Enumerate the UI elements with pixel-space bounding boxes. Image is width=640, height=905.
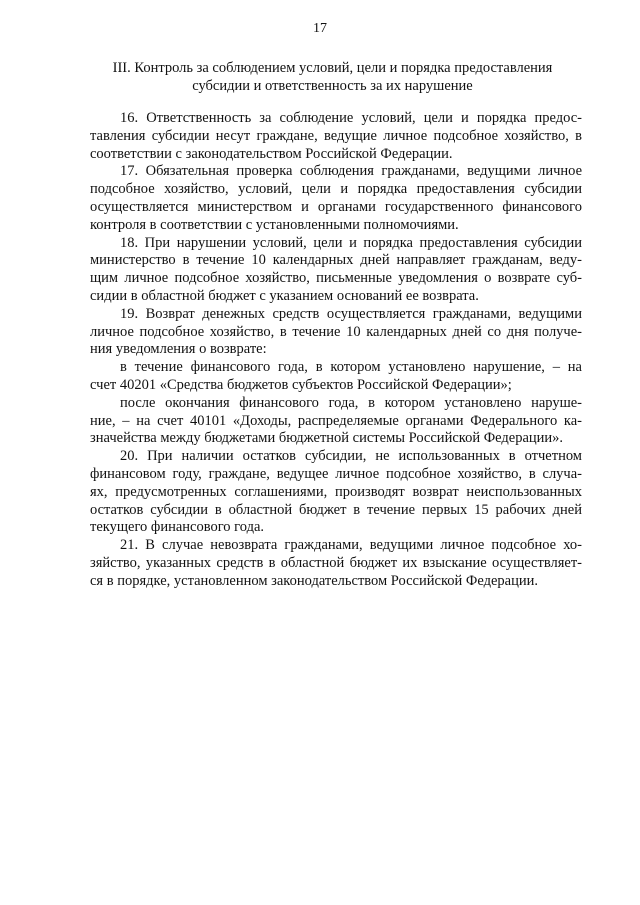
paragraph-19-item-1 [90,359,582,395]
document-body [90,110,582,591]
paragraph-line: контроля в соответствии с установленными полномочиями. [90,216,459,233]
paragraph-line: значейства между бюджетами бюджетной системы Российской Федерации». [90,430,564,447]
paragraph-line: 20. При наличии остатков субсидии, не использованных в отчетном [120,448,582,465]
paragraph-line: текущего финансового года. [90,519,265,536]
paragraph-line: финансовом году, граждане, ведущее личное подсобное хозяйство, в случа- [90,465,582,482]
section-heading-line-2: субсидии и ответственность за их нарушение [192,78,473,94]
paragraph-line: тавления субсидии несут граждане, ведущие личное подсобное хозяйство, в [90,127,582,144]
paragraph-line: в течение финансового года, в котором установлено нарушение, – на [120,359,582,376]
paragraph-16 [90,110,582,163]
paragraph-line: личное подсобное хозяйство, в течение 10 календарных дней со дня получе- [90,323,582,340]
paragraph-line: 17. Обязательная проверка соблюдения гражданами, ведущими личное [120,163,582,180]
paragraph-17 [90,163,582,234]
section-heading [95,59,570,95]
paragraph-line: ся в порядке, установленном законодательством Российской Федерации. [90,572,538,589]
paragraph-line: сидии в областной бюджет с указанием оснований ее возврата. [90,287,479,304]
paragraph-20 [90,448,582,537]
paragraph-line: ях, предусмотренных соглашениями, производят возврат неиспользованных [90,483,582,500]
paragraph-line: министерство в течение 10 календарных дней направляет гражданам, веду- [90,252,582,269]
paragraph-line: подсобное хозяйство, условий, цели и порядка предоставления субсидии [90,181,582,198]
paragraph-21 [90,537,582,590]
paragraph-line: 18. При нарушении условий, цели и порядка предоставления субсидии [120,234,582,251]
paragraph-line: счет 40201 «Средства бюджетов субъектов Российской Федерации»; [90,376,512,393]
paragraph-line: 21. В случае невозврата гражданами, ведущими личное подсобное хо- [120,537,582,554]
paragraph-line: ние, – на счет 40101 «Доходы, распределяемые органами Федерального ка- [90,412,582,429]
paragraph-line: после окончания финансового года, в котором установлено наруше- [120,394,582,411]
paragraph-line: остатков субсидии в областной бюджет в течение первых 15 рабочих дней [90,501,582,518]
paragraph-19 [90,306,582,359]
section-heading-line-1: III. Контроль за соблюдением условий, цели и порядка предоставления [112,60,553,76]
page-number: 17 [313,21,327,36]
paragraph-line: 16. Ответственность за соблюдение условий, цели и порядка предос- [120,110,582,126]
paragraph-18 [90,235,582,306]
paragraph-line: зяйство, указанных средств в областной бюджет их взыскание осуществляет- [90,554,582,571]
paragraph-line: осуществляется министерством и органами государственного финансового [90,198,582,215]
paragraph-line: щим личное подсобное хозяйство, письменные уведомления о возврате суб- [90,270,582,287]
paragraph-line: 19. Возврат денежных средств осуществляется гражданами, ведущими [120,305,582,322]
paragraph-line: соответствии с законодательством Российской Федерации. [90,145,453,162]
paragraph-line: ния уведомления о возврате: [90,341,267,358]
paragraph-19-item-2 [90,395,582,448]
